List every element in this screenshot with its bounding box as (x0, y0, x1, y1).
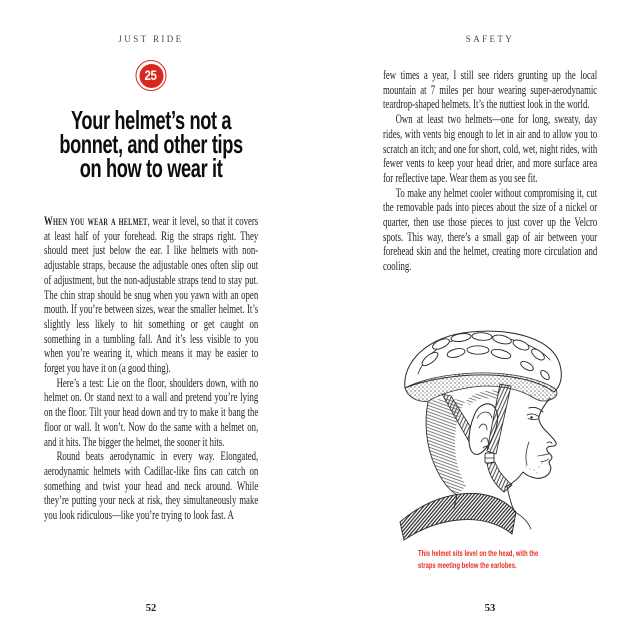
running-head-right: SAFETY (465, 34, 515, 44)
paragraph: When you wear a helmet, wear it level, so that it covers at least half of your forehead. Rig the straps right. They should meet just below the ear. I like helmets with non-adjustable straps, because the adjustable ones often slip out of adjustment, but the non-adjustable straps tend to stay put. The chin strap should be snug when you yawn with an open mouth. If you’re between sizes, wear the smaller helmet. It’s slightly less likely to hit something or get caught on something in a tumbling fall. And it’s less visible to you when you’re wearing it, which means it may be easier to forget you have it on (a good thing). (44, 214, 259, 376)
page-number-left: 52 (145, 603, 157, 614)
caption-line: straps meeting below the earlobes. (418, 559, 517, 570)
paragraph: Here’s a test: Lie on the floor, shoulders down, with no helmet on. Or stand next to a wall and pretend you’re lying on the floor. Tilt your head down and try to make it bang the floor or wall. It won’t. Now do the same with a helmet on, and it hits. The bigger the helmet, the sooner it hits. (44, 375, 259, 449)
helmet-shell (405, 331, 562, 401)
chapter-number (139, 64, 163, 88)
page-right (383, 0, 597, 640)
page-left (44, 0, 258, 640)
right-page-body (383, 68, 597, 274)
paragraph: Own at least two helmets—one for long, sweaty, day rides, with vents big enough to let in air and to allow you to scratch an itch; and one for short, cold, wet, night rides, with fewer vents to keep your head drier, and more surface area for reflective tape. Wear them as you see fit. (383, 112, 598, 185)
stubble (526, 463, 543, 474)
chapter-title-line: on how to wear it (79, 153, 223, 183)
chapter-title-line: bonnet, and other tips (59, 129, 243, 159)
helmet-illustration (390, 326, 605, 544)
chapter-number-text: 25 (145, 68, 157, 83)
neck-and-collar (400, 486, 531, 540)
paragraph: Round beats aerodynamic in every way. Elongated, aerodynamic helmets with Cadillac-like fins can catch on something and twist your head and neck around. While they’re putting your neck at risk, they simultaneously make you look ridiculous—like you’re trying to look fast. A (44, 449, 259, 523)
chapter-badge (136, 60, 167, 91)
paragraph: few times a year, I still see riders grunting up the local mountain at 7 miles per hour wearing super-aerodynamic teardrop-shaped helmets. It’s the nuttiest look in the world. (383, 68, 598, 112)
paragraph: To make any helmet cooler without compromising it, cut the removable pads into pieces about the size of a nickel or quarter, then use those pieces to just cover up the Velcro spots. This way, there’s a small gap of air between your forehead skin and the helmet, creating more circulation and cooling. (383, 185, 598, 274)
caption-line: This helmet sits level on the head, with the (418, 548, 539, 558)
running-head-left: JUST RIDE (118, 34, 184, 44)
left-page-body (44, 214, 258, 523)
paragraph-leadin: When you wear a helmet (44, 214, 148, 228)
page-number-right: 53 (484, 603, 496, 614)
face (505, 398, 556, 487)
illustration-caption (418, 548, 544, 571)
chapter-title-line: Your helmet’s not a (70, 105, 232, 135)
chapter-title (44, 105, 258, 183)
